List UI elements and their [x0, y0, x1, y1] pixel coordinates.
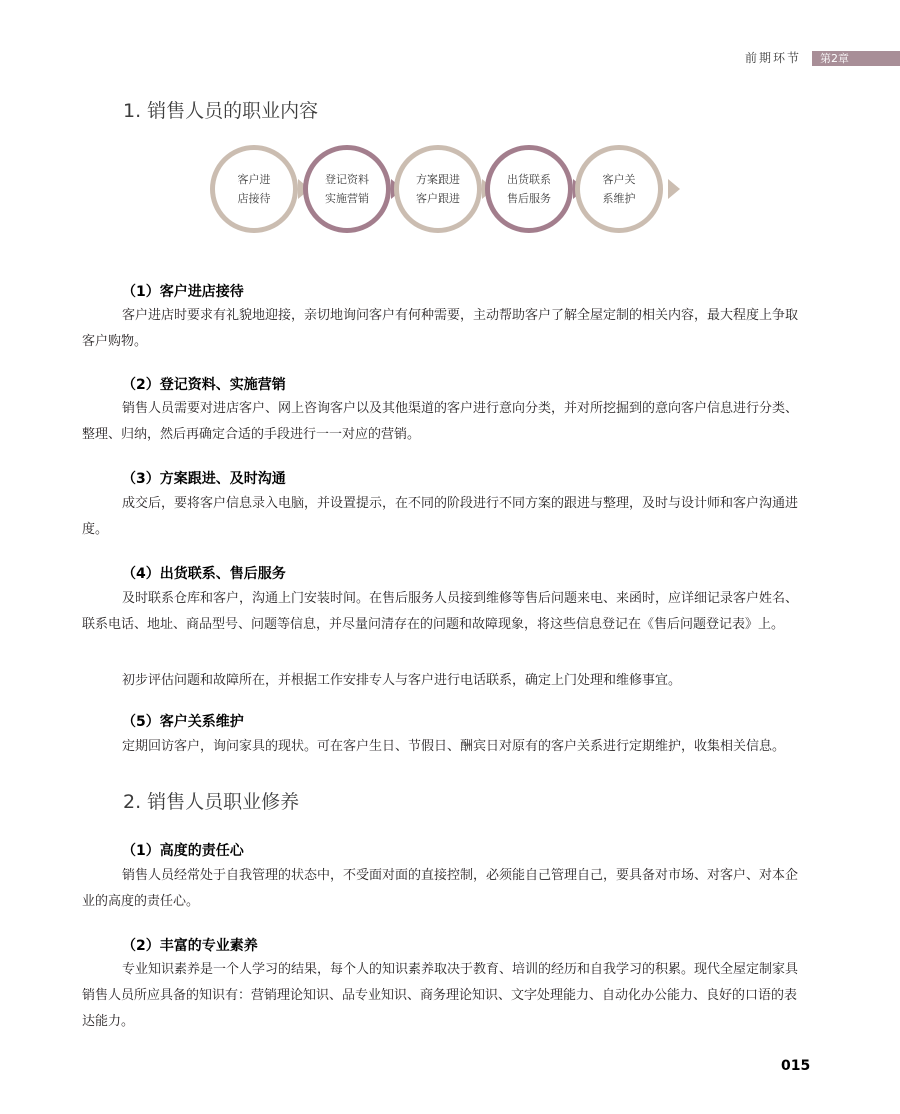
flow-step-2	[303, 145, 391, 233]
s2-item1-paragraph: 销售人员经常处于自我管理的状态中，不受面对面的直接控制，必须能自己管理自己，要具备对市场、对客户、对本企业的高度的责任心。	[82, 868, 799, 909]
flow-step-2-line2: 实施营销	[325, 192, 369, 205]
flow-step-3	[394, 145, 482, 233]
flow-step-4	[485, 145, 573, 233]
flow-step-4-line2: 售后服务	[507, 192, 551, 205]
header-section-label: 前期环节	[745, 51, 802, 65]
s1-item3-title: （3）方案跟进、及时沟通	[122, 471, 286, 487]
s1-item1-paragraph: 客户进店时要求有礼貌地迎接，亲切地询问客户有何种需要，主动帮助客户了解全屋定制的相关内容，最大程度上争取客户购物。	[82, 308, 799, 349]
s2-item1-title: （1）高度的责任心	[122, 843, 244, 859]
flow-step-1-line2: 店接待	[237, 192, 271, 205]
page-number: 015	[781, 1058, 811, 1074]
flow-step-4-line1: 出货联系	[507, 173, 551, 186]
flow-step-1	[210, 145, 298, 233]
s1-item1-title: （1）客户进店接待	[122, 284, 244, 300]
s2-item2-paragraph: 专业知识素养是一个人学习的结果，每个人的知识素养取决于教育、培训的经历和自我学习的积累。现代全屋定制家具销售人员所应具备的知识有：营销理论知识、品专业知识、商务理论知识、文字处理能力、自动化办公能力、良好的口语的表达能力。	[82, 962, 799, 1029]
s1-item4-paragraph-2: 初步评估问题和故障所在，并根据工作安排专人与客户进行电话联系，确定上门处理和维修事宜。	[122, 673, 682, 688]
s1-item2-title: （2）登记资料、实施营销	[122, 377, 286, 393]
flow-step-5-line1: 客户关	[602, 173, 636, 186]
chapter-tab: 第2章	[812, 51, 900, 66]
s1-item4-title: （4）出货联系、售后服务	[122, 566, 286, 582]
flow-step-5	[575, 145, 663, 233]
s1-item5-title: （5）客户关系维护	[122, 714, 244, 730]
s2-item2-title: （2）丰富的专业素养	[122, 938, 258, 954]
s1-item5-paragraph: 定期回访客户，询问家具的现状。可在客户生日、节假日、酬宾日对原有的客户关系进行定期维护，收集相关信息。	[122, 739, 786, 754]
flow-step-3-line1: 方案跟进	[416, 173, 460, 186]
s1-item3-paragraph: 成交后，要将客户信息录入电脑，并设置提示，在不同的阶段进行不同方案的跟进与整理，及时与设计师和客户沟通进度。	[82, 496, 799, 537]
s1-item4-paragraph-1: 及时联系仓库和客户，沟通上门安装时间。在售后服务人员接到维修等售后问题来电、来函时，应详细记录客户姓名、联系电话、地址、商品型号、问题等信息，并尽量问清存在的问题和故障现象，将这些信息登记在《售后问题登记表》上。	[82, 591, 799, 632]
flow-step-3-line2: 客户跟进	[416, 192, 460, 205]
flow-arrow-5	[668, 179, 680, 199]
flow-step-2-line1: 登记资料	[325, 173, 369, 186]
section-1-title: 1. 销售人员的职业内容	[123, 100, 319, 122]
flow-step-1-line1: 客户进	[237, 173, 271, 186]
flow-step-5-line2: 系维护	[602, 192, 636, 205]
s1-item2-paragraph: 销售人员需要对进店客户、网上咨询客户以及其他渠道的客户进行意向分类，并对所挖掘到的意向客户信息进行分类、整理、归纳，然后再确定合适的手段进行一一对应的营销。	[82, 401, 799, 442]
section-2-title: 2. 销售人员职业修养	[123, 791, 300, 813]
